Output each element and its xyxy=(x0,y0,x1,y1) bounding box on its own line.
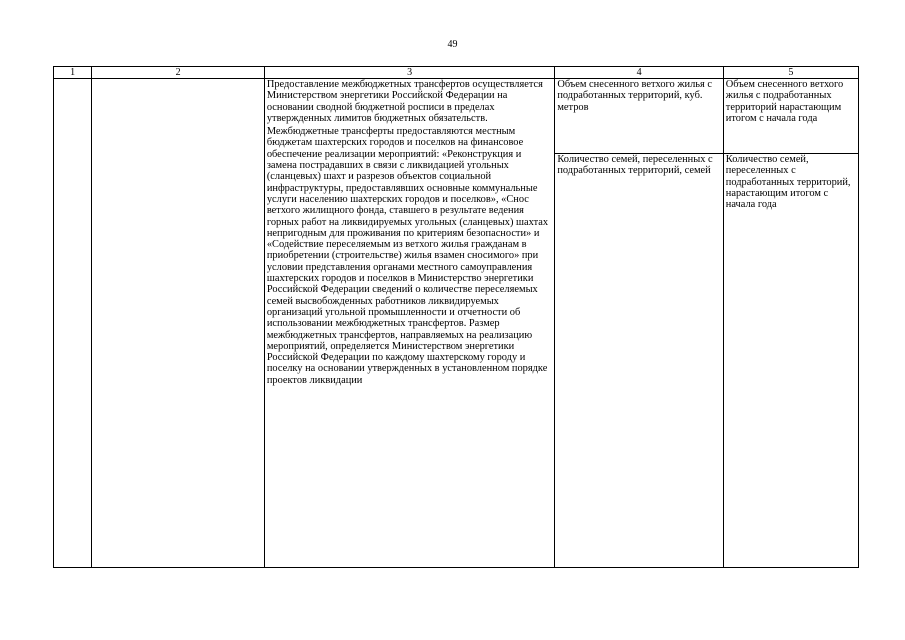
cell-col-1 xyxy=(54,79,92,568)
indicator-table xyxy=(53,66,859,568)
header-col-5: 5 xyxy=(723,67,858,79)
header-col-3: 3 xyxy=(264,67,555,79)
header-col-1: 1 xyxy=(54,67,92,79)
description-paragraph-1: Предоставление межбюджетных трансфертов осуществляется Министерством энергетики Российской Федерации на основании сводной бюджетной росписи в пределах утвержденных лимитов бюджетных обязательств. xyxy=(266,79,543,124)
header-col-4: 4 xyxy=(555,67,723,79)
table-row xyxy=(54,79,859,154)
indicator-demolished-volume-cumulative: Объем снесенного ветхого жилья с подработанных территорий нарастающим итогом с начала года xyxy=(723,79,858,154)
indicator-relocated-families: Количество семей, переселенных с подработанных территорий, семей xyxy=(555,154,723,568)
table-header-row xyxy=(54,67,859,79)
header-col-2: 2 xyxy=(92,67,265,79)
indicator-demolished-volume: Объем снесенного ветхого жилья с подработанных территорий, куб. метров xyxy=(555,79,723,154)
page-number: 49 xyxy=(447,39,458,50)
cell-col-3-description xyxy=(264,79,555,568)
indicator-relocated-families-cumulative: Количество семей, переселенных с подработанных территорий, нарастающим итогом с начала года xyxy=(723,154,858,568)
description-paragraph-2: Межбюджетные трансферты предоставляются местным бюджетам шахтерских городов и поселков на финансовое обеспечение реализации мероприятий: «Реконструкция и замена пострадавших в связи с ликвидацией угольных (сланцевых) шахт и разрезов объектов социальной инфраструктуры, предоставлявших основные коммунальные услуги населению шахтерских городов и поселков», «Снос ветхого жилищного фонда, ставшего в результате ведения горных работ на ликвидируемых угольных (сланцевых) шахтах непригодным для проживания по критериям безопасности» и «Содействие переселяемым из ветхого жилья гражданам в приобретении (строительстве) жилья взамен сносимого» при условии представления органами местного самоуправления шахтерских городов и поселков в Министерство энергетики Российской Федерации сведений о количестве переселяемых семей высвобожденных работников ликвидируемых организаций угольной промышленности и отчетности об использовании межбюджетных трансфертов. Размер межбюджетных трансфертов, направляемых на реализацию мероприятий, определяется Министерством энергетики Российской Федерации по каждому шахтерскому городу и поселку на основании утвержденных в установленном порядке проектов ликвидации xyxy=(266,126,549,386)
cell-col-2 xyxy=(92,79,265,568)
